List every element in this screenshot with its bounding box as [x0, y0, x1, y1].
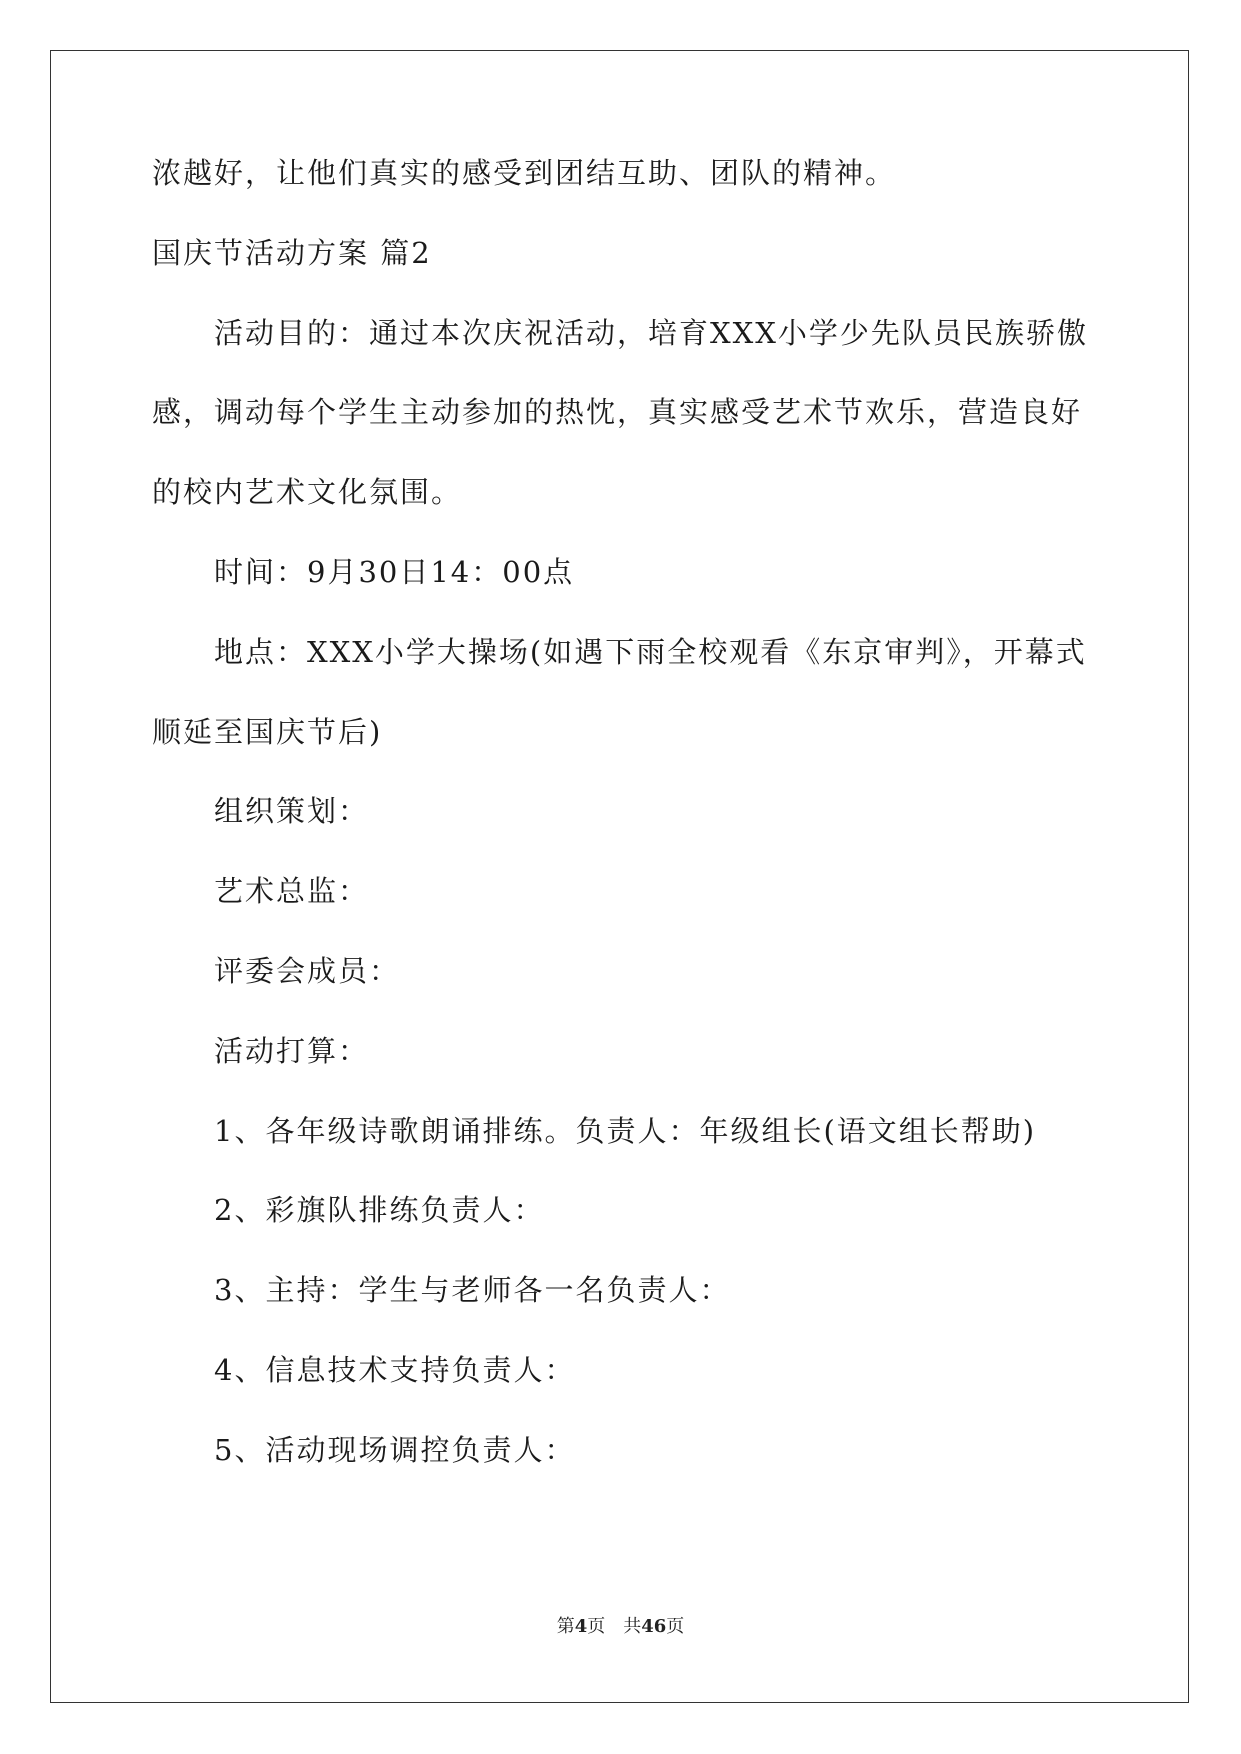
total-suffix: 页 [666, 1616, 685, 1637]
art-director-line: 艺术总监： [214, 874, 370, 908]
page-footer [0, 1615, 1241, 1639]
page-number: 4 [574, 1616, 588, 1637]
time-line: 时间：9月30日14：00点 [214, 555, 575, 589]
organizer-line: 组织策划： [214, 794, 370, 828]
purpose-line-3: 的校内艺术文化氛围。 [152, 475, 463, 509]
purpose-line-2: 感，调动每个学生主动参加的热忱，真实感受艺术节欢乐，营造良好 [152, 395, 1083, 429]
total-pages: 46 [641, 1616, 667, 1637]
page-suffix: 页 [587, 1616, 606, 1637]
purpose-line-1: 活动目的：通过本次庆祝活动，培育XXX小学少先队员民族骄傲 [214, 316, 1088, 350]
location-line-2: 顺延至国庆节后) [152, 715, 383, 749]
plan-item-4: 4、信息技术支持负责人： [214, 1353, 576, 1387]
section-heading: 国庆节活动方案 篇2 [152, 236, 432, 270]
plan-item-2: 2、彩旗队排练负责人： [214, 1193, 545, 1227]
page-prefix: 第 [556, 1616, 575, 1637]
paragraph-continuation: 浓越好，让他们真实的感受到团结互助、团队的精神。 [152, 156, 897, 190]
plan-item-1: 1、各年级诗歌朗诵排练。负责人：年级组长(语文组长帮助) [214, 1114, 1037, 1148]
total-prefix: 共 [623, 1616, 642, 1637]
jury-line: 评委会成员： [214, 954, 401, 988]
plan-item-5: 5、活动现场调控负责人： [214, 1433, 576, 1467]
location-line-1: 地点：XXX小学大操场(如遇下雨全校观看《东京审判》，开幕式 [214, 635, 1087, 669]
plan-item-3: 3、主持：学生与老师各一名负责人： [214, 1273, 731, 1307]
plan-heading: 活动打算： [214, 1034, 370, 1068]
